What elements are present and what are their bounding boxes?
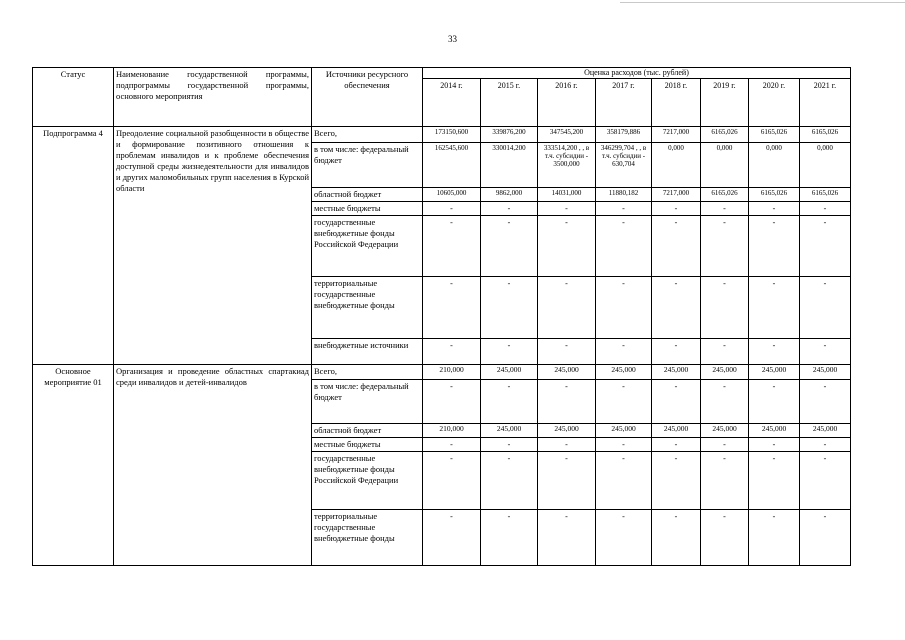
value-cell: - <box>596 438 652 452</box>
header-row <box>33 68 851 79</box>
value-cell: 10605,000 <box>423 188 481 202</box>
table-row <box>33 127 851 143</box>
value-cell: 11880,182 <box>596 188 652 202</box>
value-cell: - <box>538 452 596 510</box>
value-cell: - <box>800 202 851 216</box>
value-cell: 245,000 <box>538 424 596 438</box>
value-cell: - <box>423 202 481 216</box>
source-cell: Всего, <box>312 365 423 380</box>
header-sources: Источники ресурсного обеспечения <box>312 68 423 127</box>
value-cell: - <box>596 339 652 365</box>
value-cell: - <box>423 438 481 452</box>
value-cell: - <box>701 216 749 277</box>
value-cell: - <box>596 277 652 339</box>
value-cell: 245,000 <box>701 424 749 438</box>
scan-edge-line <box>620 2 905 3</box>
value-cell: - <box>652 452 701 510</box>
value-cell: - <box>481 277 538 339</box>
source-cell: в том числе: федеральный бюджет <box>312 380 423 424</box>
value-cell: - <box>652 438 701 452</box>
value-cell: - <box>701 380 749 424</box>
status-cell: Основное мероприятие 01 <box>33 365 114 566</box>
value-cell: 245,000 <box>596 424 652 438</box>
value-cell: - <box>538 438 596 452</box>
value-cell: - <box>800 510 851 566</box>
source-cell: государственные внебюджетные фонды Российской Федерации <box>312 216 423 277</box>
value-cell: - <box>481 438 538 452</box>
value-cell: - <box>749 380 800 424</box>
header-estimate: Оценка расходов (тыс. рублей) <box>423 68 851 79</box>
source-cell: в том числе: федеральный бюджет <box>312 143 423 188</box>
value-cell: 339876,200 <box>481 127 538 143</box>
value-cell: - <box>800 452 851 510</box>
value-cell: - <box>701 339 749 365</box>
value-cell: - <box>652 216 701 277</box>
value-cell: - <box>800 438 851 452</box>
value-cell: - <box>481 202 538 216</box>
value-cell: 6165,026 <box>701 127 749 143</box>
value-cell: 0,000 <box>701 143 749 188</box>
value-cell: - <box>749 339 800 365</box>
value-cell: - <box>800 277 851 339</box>
value-cell: - <box>652 202 701 216</box>
value-cell: 245,000 <box>652 424 701 438</box>
value-cell: - <box>423 216 481 277</box>
value-cell: 245,000 <box>596 365 652 380</box>
value-cell: - <box>652 339 701 365</box>
value-cell: - <box>538 510 596 566</box>
year-2015: 2015 г. <box>481 79 538 127</box>
value-cell: 245,000 <box>652 365 701 380</box>
value-cell: 245,000 <box>481 424 538 438</box>
value-cell: 245,000 <box>701 365 749 380</box>
source-cell: территориальные государственные внебюджетные фонды <box>312 510 423 566</box>
source-cell: местные бюджеты <box>312 202 423 216</box>
value-cell: 347545,200 <box>538 127 596 143</box>
value-cell: 245,000 <box>800 365 851 380</box>
value-cell: - <box>701 277 749 339</box>
value-cell: - <box>423 510 481 566</box>
value-cell: 333514,200 , , в т.ч. субсидии - 3500,000 <box>538 143 596 188</box>
value-cell: - <box>596 452 652 510</box>
value-cell: 162545,600 <box>423 143 481 188</box>
value-cell: - <box>749 452 800 510</box>
year-2014: 2014 г. <box>423 79 481 127</box>
value-cell: 346299,704 , , в т.ч. субсидии - 630,704 <box>596 143 652 188</box>
expenditure-table <box>32 67 851 566</box>
program-name-cell: Преодоление социальной разобщенности в обществе и формирование позитивного отношения к проблемам инвалидов и к проблеме обеспечения доступной среды жизнедеятельности для инвалидов и других маломобильных групп населения в Курской области <box>114 127 312 365</box>
value-cell: 6165,026 <box>800 188 851 202</box>
value-cell: 210,000 <box>423 424 481 438</box>
source-cell: внебюджетные источники <box>312 339 423 365</box>
year-2018: 2018 г. <box>652 79 701 127</box>
value-cell: - <box>652 510 701 566</box>
source-cell: Всего, <box>312 127 423 143</box>
value-cell: - <box>749 277 800 339</box>
value-cell: - <box>652 277 701 339</box>
value-cell: - <box>538 202 596 216</box>
program-name-cell: Организация и проведение областных спартакиад среди инвалидов и детей-инвалидов <box>114 365 312 566</box>
value-cell: 0,000 <box>652 143 701 188</box>
value-cell: - <box>701 510 749 566</box>
value-cell: 245,000 <box>538 365 596 380</box>
value-cell: 0,000 <box>800 143 851 188</box>
value-cell: 6165,026 <box>749 188 800 202</box>
source-cell: областной бюджет <box>312 424 423 438</box>
source-cell: территориальные государственные внебюджетные фонды <box>312 277 423 339</box>
table-row <box>33 365 851 380</box>
header-status: Статус <box>33 68 114 127</box>
value-cell: 0,000 <box>749 143 800 188</box>
value-cell: - <box>481 452 538 510</box>
value-cell: - <box>749 438 800 452</box>
source-cell: государственные внебюджетные фонды Российской Федерации <box>312 452 423 510</box>
value-cell: - <box>538 277 596 339</box>
value-cell: - <box>652 380 701 424</box>
value-cell: - <box>596 202 652 216</box>
year-2019: 2019 г. <box>701 79 749 127</box>
value-cell: 330014,200 <box>481 143 538 188</box>
value-cell: - <box>481 339 538 365</box>
value-cell: 358179,886 <box>596 127 652 143</box>
value-cell: 210,000 <box>423 365 481 380</box>
source-cell: местные бюджеты <box>312 438 423 452</box>
value-cell: - <box>749 216 800 277</box>
value-cell: - <box>423 452 481 510</box>
value-cell: - <box>596 510 652 566</box>
source-cell: областной бюджет <box>312 188 423 202</box>
value-cell: - <box>423 339 481 365</box>
status-cell: Подпрограмма 4 <box>33 127 114 365</box>
value-cell: - <box>538 216 596 277</box>
value-cell: 6165,026 <box>800 127 851 143</box>
value-cell: 173150,600 <box>423 127 481 143</box>
value-cell: 14031,000 <box>538 188 596 202</box>
value-cell: - <box>481 380 538 424</box>
value-cell: - <box>596 380 652 424</box>
value-cell: - <box>749 202 800 216</box>
value-cell: 7217,000 <box>652 188 701 202</box>
value-cell: - <box>701 452 749 510</box>
year-2016: 2016 г. <box>538 79 596 127</box>
value-cell: - <box>481 216 538 277</box>
value-cell: - <box>423 380 481 424</box>
page-number: 33 <box>448 34 457 44</box>
value-cell: - <box>423 277 481 339</box>
value-cell: 245,000 <box>800 424 851 438</box>
value-cell: - <box>749 510 800 566</box>
value-cell: - <box>800 380 851 424</box>
value-cell: - <box>800 339 851 365</box>
header-name: Наименование государственной программы, подпрограммы государственной программы, основного мероприятия <box>114 68 312 127</box>
value-cell: - <box>538 380 596 424</box>
value-cell: - <box>701 438 749 452</box>
table-body <box>33 68 851 566</box>
value-cell: 9862,000 <box>481 188 538 202</box>
value-cell: - <box>538 339 596 365</box>
value-cell: 6165,026 <box>701 188 749 202</box>
value-cell: - <box>800 216 851 277</box>
value-cell: - <box>701 202 749 216</box>
value-cell: 245,000 <box>481 365 538 380</box>
value-cell: 245,000 <box>749 365 800 380</box>
year-2017: 2017 г. <box>596 79 652 127</box>
value-cell: 245,000 <box>749 424 800 438</box>
value-cell: 7217,000 <box>652 127 701 143</box>
value-cell: - <box>596 216 652 277</box>
value-cell: - <box>481 510 538 566</box>
value-cell: 6165,026 <box>749 127 800 143</box>
year-2021: 2021 г. <box>800 79 851 127</box>
year-2020: 2020 г. <box>749 79 800 127</box>
